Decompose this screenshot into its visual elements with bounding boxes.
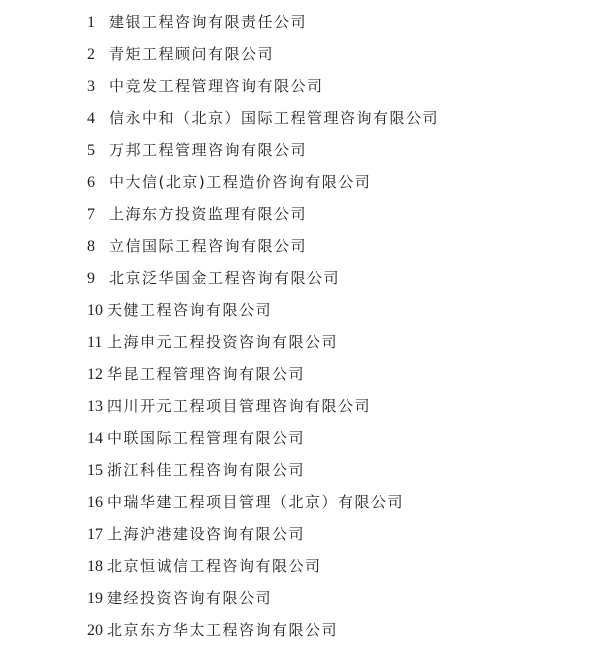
list-item bbox=[87, 582, 439, 614]
item-number: 13 bbox=[87, 398, 103, 415]
item-number: 11 bbox=[87, 334, 103, 351]
list-item bbox=[87, 390, 439, 422]
item-number: 1 bbox=[87, 14, 95, 31]
item-number: 16 bbox=[87, 494, 103, 511]
list-item bbox=[87, 550, 439, 582]
company-name: 天健工程咨询有限公司 bbox=[107, 301, 273, 319]
list-item bbox=[87, 38, 439, 70]
item-number: 10 bbox=[87, 302, 103, 319]
company-name: 中联国际工程管理有限公司 bbox=[107, 429, 306, 447]
company-name: 中瑞华建工程项目管理（北京）有限公司 bbox=[107, 493, 405, 511]
list-item bbox=[87, 358, 439, 390]
list-item bbox=[87, 70, 439, 102]
item-number: 8 bbox=[87, 238, 95, 255]
company-name: 上海东方投资监理有限公司 bbox=[109, 205, 308, 223]
list-item bbox=[87, 614, 439, 646]
company-name: 万邦工程管理咨询有限公司 bbox=[109, 141, 308, 159]
list-item bbox=[87, 422, 439, 454]
list-item bbox=[87, 198, 439, 230]
list-item bbox=[87, 134, 439, 166]
list-item bbox=[87, 454, 439, 486]
company-name: 华昆工程管理咨询有限公司 bbox=[107, 365, 306, 383]
item-number: 3 bbox=[87, 78, 95, 95]
list-item bbox=[87, 518, 439, 550]
item-number: 12 bbox=[87, 366, 103, 383]
list-item bbox=[87, 6, 439, 38]
item-number: 17 bbox=[87, 526, 103, 543]
item-number: 2 bbox=[87, 46, 95, 63]
company-name: 中大信(北京)工程造价咨询有限公司 bbox=[109, 173, 372, 191]
company-name: 中竞发工程管理咨询有限公司 bbox=[109, 77, 324, 95]
item-number: 6 bbox=[87, 174, 95, 191]
company-name: 建经投资咨询有限公司 bbox=[107, 589, 273, 607]
company-name: 四川开元工程项目管理咨询有限公司 bbox=[107, 397, 372, 415]
item-number: 20 bbox=[87, 622, 103, 639]
company-name: 信永中和（北京）国际工程管理咨询有限公司 bbox=[109, 109, 440, 127]
item-number: 5 bbox=[87, 142, 95, 159]
list-item bbox=[87, 102, 439, 134]
item-number: 14 bbox=[87, 430, 103, 447]
list-item bbox=[87, 166, 439, 198]
company-name: 上海沪港建设咨询有限公司 bbox=[107, 525, 306, 543]
company-list bbox=[87, 6, 439, 646]
item-number: 18 bbox=[87, 558, 103, 575]
company-name: 立信国际工程咨询有限公司 bbox=[109, 237, 308, 255]
list-item bbox=[87, 230, 439, 262]
list-item bbox=[87, 486, 439, 518]
company-name: 浙江科佳工程咨询有限公司 bbox=[107, 461, 306, 479]
item-number: 19 bbox=[87, 590, 103, 607]
list-item bbox=[87, 294, 439, 326]
company-name: 建银工程咨询有限责任公司 bbox=[109, 13, 308, 31]
list-item bbox=[87, 326, 439, 358]
company-name: 北京东方华太工程咨询有限公司 bbox=[107, 621, 339, 639]
item-number: 7 bbox=[87, 206, 95, 223]
item-number: 9 bbox=[87, 270, 95, 287]
company-name: 北京恒诚信工程咨询有限公司 bbox=[107, 557, 322, 575]
company-name: 北京泛华国金工程咨询有限公司 bbox=[109, 269, 341, 287]
company-name: 青矩工程顾问有限公司 bbox=[109, 45, 275, 63]
list-item bbox=[87, 262, 439, 294]
item-number: 15 bbox=[87, 462, 103, 479]
company-name: 上海申元工程投资咨询有限公司 bbox=[107, 333, 339, 351]
item-number: 4 bbox=[87, 110, 95, 127]
